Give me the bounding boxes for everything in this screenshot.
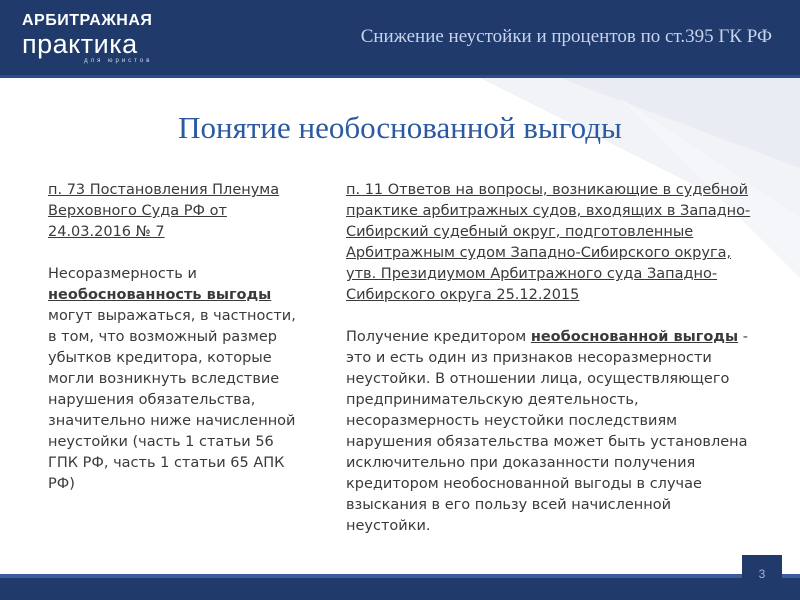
- left-text-before: Несоразмерность и: [48, 266, 197, 282]
- right-highlight: необоснованной выгоды: [530, 329, 739, 345]
- logo-top-text: АРБИТРАЖНАЯ: [22, 12, 153, 29]
- slide-title: Понятие необоснованной выгоды: [178, 110, 622, 145]
- page-number: 3: [742, 555, 782, 600]
- left-paragraph: [48, 264, 303, 495]
- right-reference: п. 11 Ответов на вопросы, возникающие в судебной практике арбитражных судов, входящих в Западно-Сибирский судебный округ, подготовленные Арбитражным судом Западно-Сибирского округа, утв. Президиумом Арбитражного суда Западно-Сибирского округа 25.12.2015: [346, 182, 751, 303]
- left-column: [48, 180, 303, 495]
- right-text-after: - это и есть один из признаков несоразмерности неустойки. В отношении лица, осуществляющего предпринимательскую деятельность, несоразмерность неустойки последствиям нарушения обязательства может быть установлена исключительно при доказанности получения кредитором необоснованной выгоды в случае взыскания в его пользу всей начисленной неустойки.: [346, 329, 748, 534]
- logo-sub-text: для юристов: [84, 58, 153, 64]
- left-highlight: необоснованность выгоды: [48, 287, 272, 303]
- logo-main-text: практика: [22, 29, 138, 59]
- footer-bar: [0, 578, 800, 600]
- presentation-title: Снижение неустойки и процентов по ст.395 ГК РФ: [360, 26, 772, 47]
- right-text-before: Получение кредитором: [346, 329, 531, 345]
- logo: [22, 12, 152, 64]
- right-column: [346, 180, 754, 537]
- left-reference: п. 73 Постановления Пленума Верховного Суда РФ от 24.03.2016 № 7: [48, 182, 280, 240]
- right-paragraph: [346, 327, 754, 537]
- left-text-after: могут выражаться, в частности, в том, что возможный размер убытков кредитора, которые могли возникнуть вследствие нарушения обязательства, значительно ниже начисленной неустойки (часть 1 статьи 56 ГПК РФ, часть 1 статьи 65 АПК РФ): [48, 308, 296, 492]
